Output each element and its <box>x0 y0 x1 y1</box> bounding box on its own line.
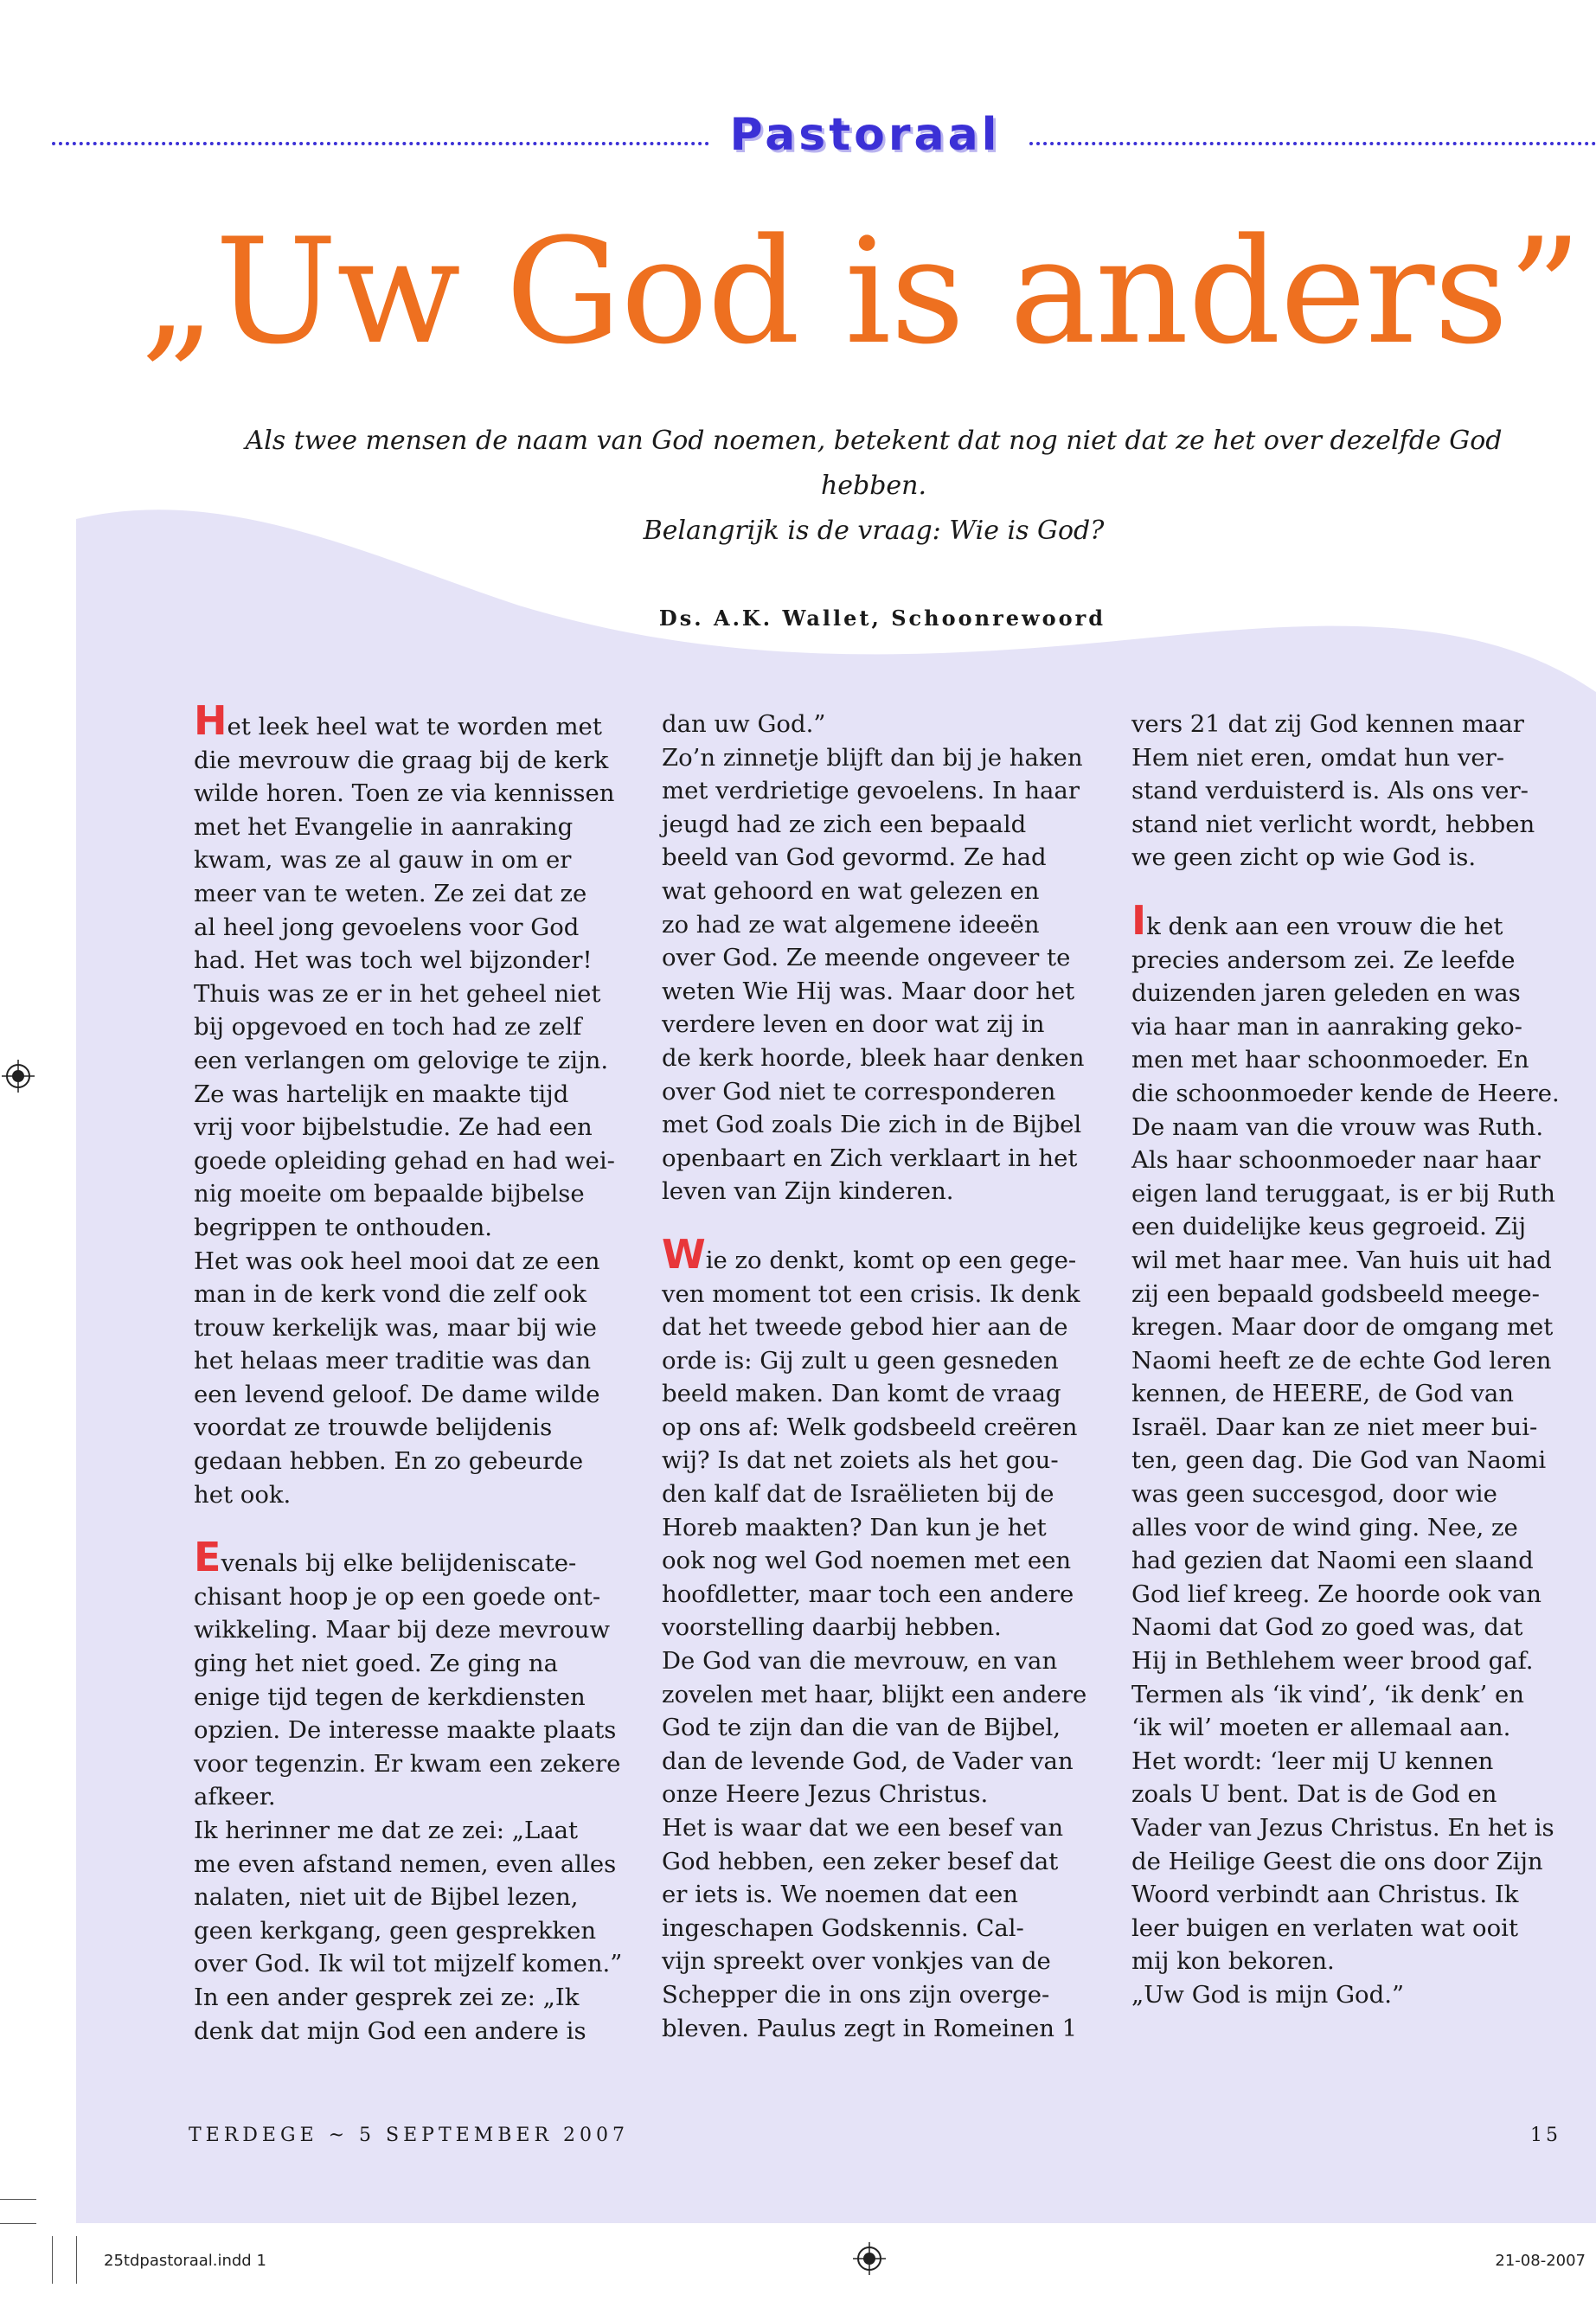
text-line: die mevrouw die graag bij de kerk <box>194 746 609 774</box>
text-line: Hem niet eren, omdat hun ver- <box>1131 743 1505 772</box>
text-line: een verlangen om gelovige te zijn. <box>194 1046 609 1074</box>
text-line: Thuis was ze er in het geheel niet <box>194 979 601 1008</box>
text-line: vers 21 dat zij God kennen maar <box>1131 710 1524 738</box>
article-lead <box>242 419 1505 554</box>
text-line: bij opgevoed en toch had ze zelf <box>194 1013 582 1042</box>
text-line: voor tegenzin. Er kwam een zekere <box>194 1749 621 1778</box>
text-line: openbaart en Zich verklaart in het <box>662 1144 1078 1172</box>
text-line: wilde horen. Toen ze via kennissen <box>194 779 615 808</box>
text-line: leer buigen en verlaten wat ooit <box>1131 1913 1519 1942</box>
text-line: opzien. De interesse maakte plaats <box>194 1716 617 1745</box>
text-line: Schepper die in ons zijn overge- <box>662 1980 1050 2009</box>
text-line: orde is: Gij zult u geen gesneden <box>662 1346 1059 1375</box>
print-slug-date: 21-08-2007 <box>1495 2252 1586 2270</box>
text-line: hoofdletter, maar toch een andere <box>662 1580 1074 1608</box>
text-line: nalaten, niet uit de Bijbel lezen, <box>194 1883 579 1912</box>
text-line: mij kon bekoren. <box>1131 1947 1335 1976</box>
text-column-2 <box>662 708 1099 2045</box>
text-line: had. Het was toch wel bijzonder! <box>194 946 593 975</box>
text-line: goede opleiding gehad en had wei- <box>194 1146 615 1175</box>
footer-publication: TERDEGE ~ 5 SEPTEMBER 2007 <box>189 2125 630 2146</box>
text-line: ven moment tot een crisis. Ik denk <box>662 1279 1080 1308</box>
text-line: zo had ze wat algemene ideeën <box>662 910 1040 939</box>
header-rule-right <box>1029 142 1596 145</box>
text-line: kregen. Maar door de omgang met <box>1131 1313 1554 1342</box>
text-line: Het was ook heel mooi dat ze een <box>194 1247 600 1275</box>
text-line: over God. Ze meende ongeveer te <box>662 944 1071 972</box>
text-line: begrippen te onthouden. <box>194 1213 493 1241</box>
text-line: jeugd had ze zich een bepaald <box>662 810 1027 838</box>
text-line: kennen, de HEERE, de God van <box>1131 1380 1514 1408</box>
drop-cap: I <box>1131 896 1147 944</box>
text-line: de kerk hoorde, bleek haar denken <box>662 1043 1085 1072</box>
text-line: met verdrietige gevoelens. In haar <box>662 777 1080 805</box>
text-line: enige tijd tegen de kerkdiensten <box>194 1682 586 1711</box>
text-line: duizenden jaren geleden en was <box>1131 979 1521 1008</box>
crop-mark <box>52 2236 53 2284</box>
text-line: zovelen met haar, blijkt een andere <box>662 1680 1087 1708</box>
text-line: Hij in Bethlehem weer brood gaf. <box>1131 1647 1534 1676</box>
text-line: wat gehoord en wat gelezen en <box>662 876 1040 905</box>
text-line: voordat ze trouwde belijdenis <box>194 1413 553 1442</box>
text-line: God hebben, een zeker besef dat <box>662 1847 1059 1875</box>
text-line: De naam van die vrouw was Ruth. <box>1131 1112 1544 1141</box>
crop-mark <box>76 2236 77 2284</box>
text-line: stand niet verlicht wordt, hebben <box>1131 810 1535 838</box>
text-line: het helaas meer traditie was dan <box>194 1347 592 1375</box>
text-line: venals bij elke belijdeniscate- <box>221 1549 577 1578</box>
text-line: God lief kreeg. Ze hoorde ook van <box>1131 1580 1542 1608</box>
text-line: wil met haar mee. Van huis uit had <box>1131 1246 1552 1274</box>
article-paragraph <box>1131 896 1568 2012</box>
drop-cap: H <box>194 697 228 744</box>
text-line: Woord verbindt aan Christus. Ik <box>1131 1881 1519 1909</box>
text-line: weten Wie Hij was. Maar door het <box>662 977 1075 1005</box>
section-label: Pastoraal <box>729 109 1001 161</box>
text-line: Termen als ‘ik vind’, ‘ik denk’ en <box>1131 1680 1524 1708</box>
text-line: het ook. <box>194 1480 292 1509</box>
text-line: beeld maken. Dan komt de vraag <box>662 1380 1061 1408</box>
text-line: verdere leven en door wat zij in <box>662 1010 1045 1039</box>
text-line: bleven. Paulus zegt in Romeinen 1 <box>662 2014 1078 2042</box>
text-line: Israël. Daar kan ze niet meer bui- <box>1131 1413 1538 1441</box>
text-line: ‘ik wil’ moeten er allemaal aan. <box>1131 1714 1511 1742</box>
text-line: geen kerkgang, geen gesprekken <box>194 1916 597 1945</box>
text-line: De God van die mevrouw, en van <box>662 1647 1058 1676</box>
text-line: Als haar schoonmoeder naar haar <box>1131 1146 1541 1175</box>
text-line: ook nog wel God noemen met een <box>662 1547 1072 1575</box>
text-line: chisant hoop je op een goede ont- <box>194 1582 601 1611</box>
text-line: Het is waar dat we een besef van <box>662 1814 1064 1842</box>
article-paragraph <box>1131 708 1568 875</box>
drop-cap: E <box>194 1534 221 1581</box>
text-line: ingeschapen Godskennis. Cal- <box>662 1913 1024 1942</box>
text-line: die schoonmoeder kende de Heere. <box>1131 1079 1560 1107</box>
text-line: Horeb maakten? Dan kun je het <box>662 1513 1047 1541</box>
text-line: met God zoals Die zich in de Bijbel <box>662 1111 1082 1139</box>
article-paragraph <box>662 1230 1099 2045</box>
text-line: ten, geen dag. Die God van Naomi <box>1131 1446 1547 1475</box>
text-line: dan uw God.” <box>662 710 826 738</box>
print-slug-filename: 25tdpastoraal.indd 1 <box>104 2252 266 2270</box>
text-line: eigen land teruggaat, is er bij Ruth <box>1131 1179 1556 1208</box>
article-paragraph <box>662 708 1099 1208</box>
text-line: voorstelling daarbij hebben. <box>662 1613 1002 1642</box>
text-line: me even afstand nemen, even alles <box>194 1849 617 1878</box>
text-line: er iets is. We noemen dat een <box>662 1881 1018 1909</box>
registration-mark-icon <box>2 1060 35 1093</box>
text-line: beeld van God gevormd. Ze had <box>662 843 1047 872</box>
text-line: den kalf dat de Israëlieten bij de <box>662 1480 1054 1509</box>
lead-line: Belangrijk is de vraag: Wie is God? <box>643 516 1105 546</box>
text-line: onze Heere Jezus Christus. <box>662 1780 989 1809</box>
text-line: ie zo denkt, komt op een gege- <box>705 1246 1077 1274</box>
text-line: men met haar schoonmoeder. En <box>1131 1046 1529 1074</box>
text-line: met het Evangelie in aanraking <box>194 812 574 841</box>
text-line: Zo’n zinnetje blijft dan bij je haken <box>662 743 1083 772</box>
text-line: Naomi dat God zo goed was, dat <box>1131 1613 1523 1642</box>
text-line: precies andersom zei. Ze leefde <box>1131 945 1516 974</box>
text-line: nig moeite om bepaalde bijbelse <box>194 1180 585 1208</box>
text-line: trouw kerkelijk was, maar bij wie <box>194 1313 597 1342</box>
text-line: leven van Zijn kinderen. <box>662 1177 954 1206</box>
text-line: had gezien dat Naomi een slaand <box>1131 1547 1534 1575</box>
text-line: was geen succesgod, door wie <box>1131 1480 1497 1509</box>
text-line: Ze was hartelijk en maakte tijd <box>194 1080 569 1108</box>
article-paragraph <box>194 1534 631 2048</box>
text-line: al heel jong gevoelens voor God <box>194 913 580 941</box>
text-line: denk dat mijn God een andere is <box>194 2016 586 2045</box>
text-line: k denk aan een vrouw die het <box>1146 912 1503 940</box>
text-line: Ik herinner me dat ze zei: „Laat <box>194 1817 579 1844</box>
text-line: een duidelijke keus gegroeid. Zij <box>1131 1213 1527 1241</box>
text-line: zoals U bent. Dat is de God en <box>1131 1780 1497 1809</box>
text-line: ging het niet goed. Ze ging na <box>194 1650 559 1678</box>
text-line: over God. Ik wil tot mijzelf komen.” <box>194 1950 623 1978</box>
text-line: „Uw God is mijn God.” <box>1131 1980 1405 2009</box>
header-rule-left <box>52 142 709 145</box>
text-line: over God niet te corresponderen <box>662 1077 1056 1106</box>
text-line: dan de levende God, de Vader van <box>662 1747 1074 1775</box>
text-line: afkeer. <box>194 1783 276 1811</box>
text-line: een levend geloof. De dame wilde <box>194 1380 600 1408</box>
text-line: de Heilige Geest die ons door Zijn <box>1131 1847 1543 1875</box>
text-line: wij? Is dat net zoiets als het gou- <box>662 1446 1059 1475</box>
text-line: we geen zicht op wie God is. <box>1131 843 1477 872</box>
text-line: Naomi heeft ze de echte God leren <box>1131 1346 1552 1375</box>
text-line: God te zijn dan die van de Bijbel, <box>662 1714 1061 1742</box>
text-line: dat het tweede gebod hier aan de <box>662 1313 1068 1342</box>
text-line: meer van te weten. Ze zei dat ze <box>194 879 587 907</box>
text-line: gedaan hebben. En zo gebeurde <box>194 1447 584 1476</box>
text-line: wikkeling. Maar bij deze mevrouw <box>194 1616 611 1644</box>
text-line: alles voor de wind ging. Nee, ze <box>1131 1513 1518 1541</box>
article-paragraph <box>194 697 631 1511</box>
text-line: via haar man in aanraking geko- <box>1131 1012 1522 1041</box>
text-column-1 <box>194 697 631 2048</box>
crop-mark <box>0 2199 36 2200</box>
text-line: vrij voor bijbelstudie. Ze had een <box>194 1113 593 1142</box>
text-line: Vader van Jezus Christus. En het is <box>1131 1814 1554 1842</box>
text-line: zij een bepaald godsbeeld meege- <box>1131 1279 1540 1308</box>
byline: Ds. A.K. Wallet, Schoonrewoord <box>658 606 1106 631</box>
article-title: „Uw God is anders” <box>140 207 1581 376</box>
registration-mark-icon <box>853 2242 886 2275</box>
text-line: vijn spreekt over vonkjes van de <box>662 1947 1051 1976</box>
text-line: Het wordt: ‘leer mij U kennen <box>1131 1747 1494 1775</box>
crop-mark <box>0 2223 36 2224</box>
page-number: 15 <box>1530 2125 1561 2146</box>
text-column-3 <box>1131 708 1568 2012</box>
lead-line: Als twee mensen de naam van God noemen, betekent dat nog niet dat ze het over dezelfde God hebben. <box>245 426 1503 501</box>
text-line: In een ander gesprek zei ze: „Ik <box>194 1983 580 2011</box>
text-line: et leek heel wat te worden met <box>227 713 602 740</box>
text-line: kwam, was ze al gauw in om er <box>194 846 572 875</box>
drop-cap: W <box>662 1230 706 1278</box>
text-line: man in de kerk vond die zelf ook <box>194 1280 587 1309</box>
text-line: stand verduisterd is. Als ons ver- <box>1131 777 1529 805</box>
text-line: op ons af: Welk godsbeeld creëren <box>662 1413 1078 1441</box>
